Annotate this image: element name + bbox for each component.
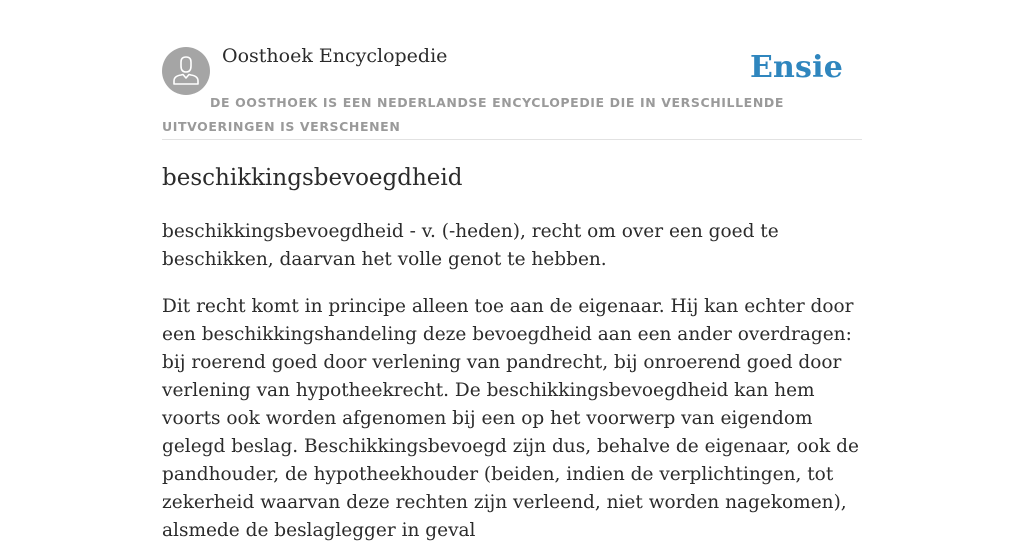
page-title: beschikkingsbevoegdheid — [162, 165, 463, 191]
source-name[interactable]: Oosthoek Encyclopedie — [222, 45, 448, 67]
article-paragraph: beschikkingsbevoegdheid - v. (-heden), recht om over een goed te beschikken, daarvan het volle genot te hebben. — [162, 221, 779, 270]
article — [162, 160, 862, 545]
source-tagline: DE OOSTHOEK IS EEN NEDERLANDSE ENCYCLOPEDIE DIE IN VERSCHILLENDE UITVOERINGEN IS VERSCHENEN — [162, 95, 784, 134]
avatar[interactable] — [162, 47, 210, 95]
ensie-logo-link[interactable]: Ensie — [749, 50, 843, 85]
source-header — [162, 0, 862, 140]
user-icon — [162, 47, 210, 95]
article-paragraph: Dit recht komt in principe alleen toe aan de eigenaar. Hij kan echter door een beschikkingshandeling deze bevoegdheid aan een ander overdragen: bij roerend goed door verlening van pandrecht, bij onroerend goed door verlening van hypotheekrecht. De beschikkingsbevoegdheid kan hem voorts ook worden afgenomen bij een op het voorwerp van eigendom gelegd beslag. Beschikkingsbevoegd zijn dus, behalve de eigenaar, ook de pandhouder, de hypotheekhouder (beiden, indien de verplichtingen, tot zekerheid waarvan deze rechten zijn verleend, niet worden nagekomen), alsmede de beslaglegger in geval — [162, 296, 859, 541]
